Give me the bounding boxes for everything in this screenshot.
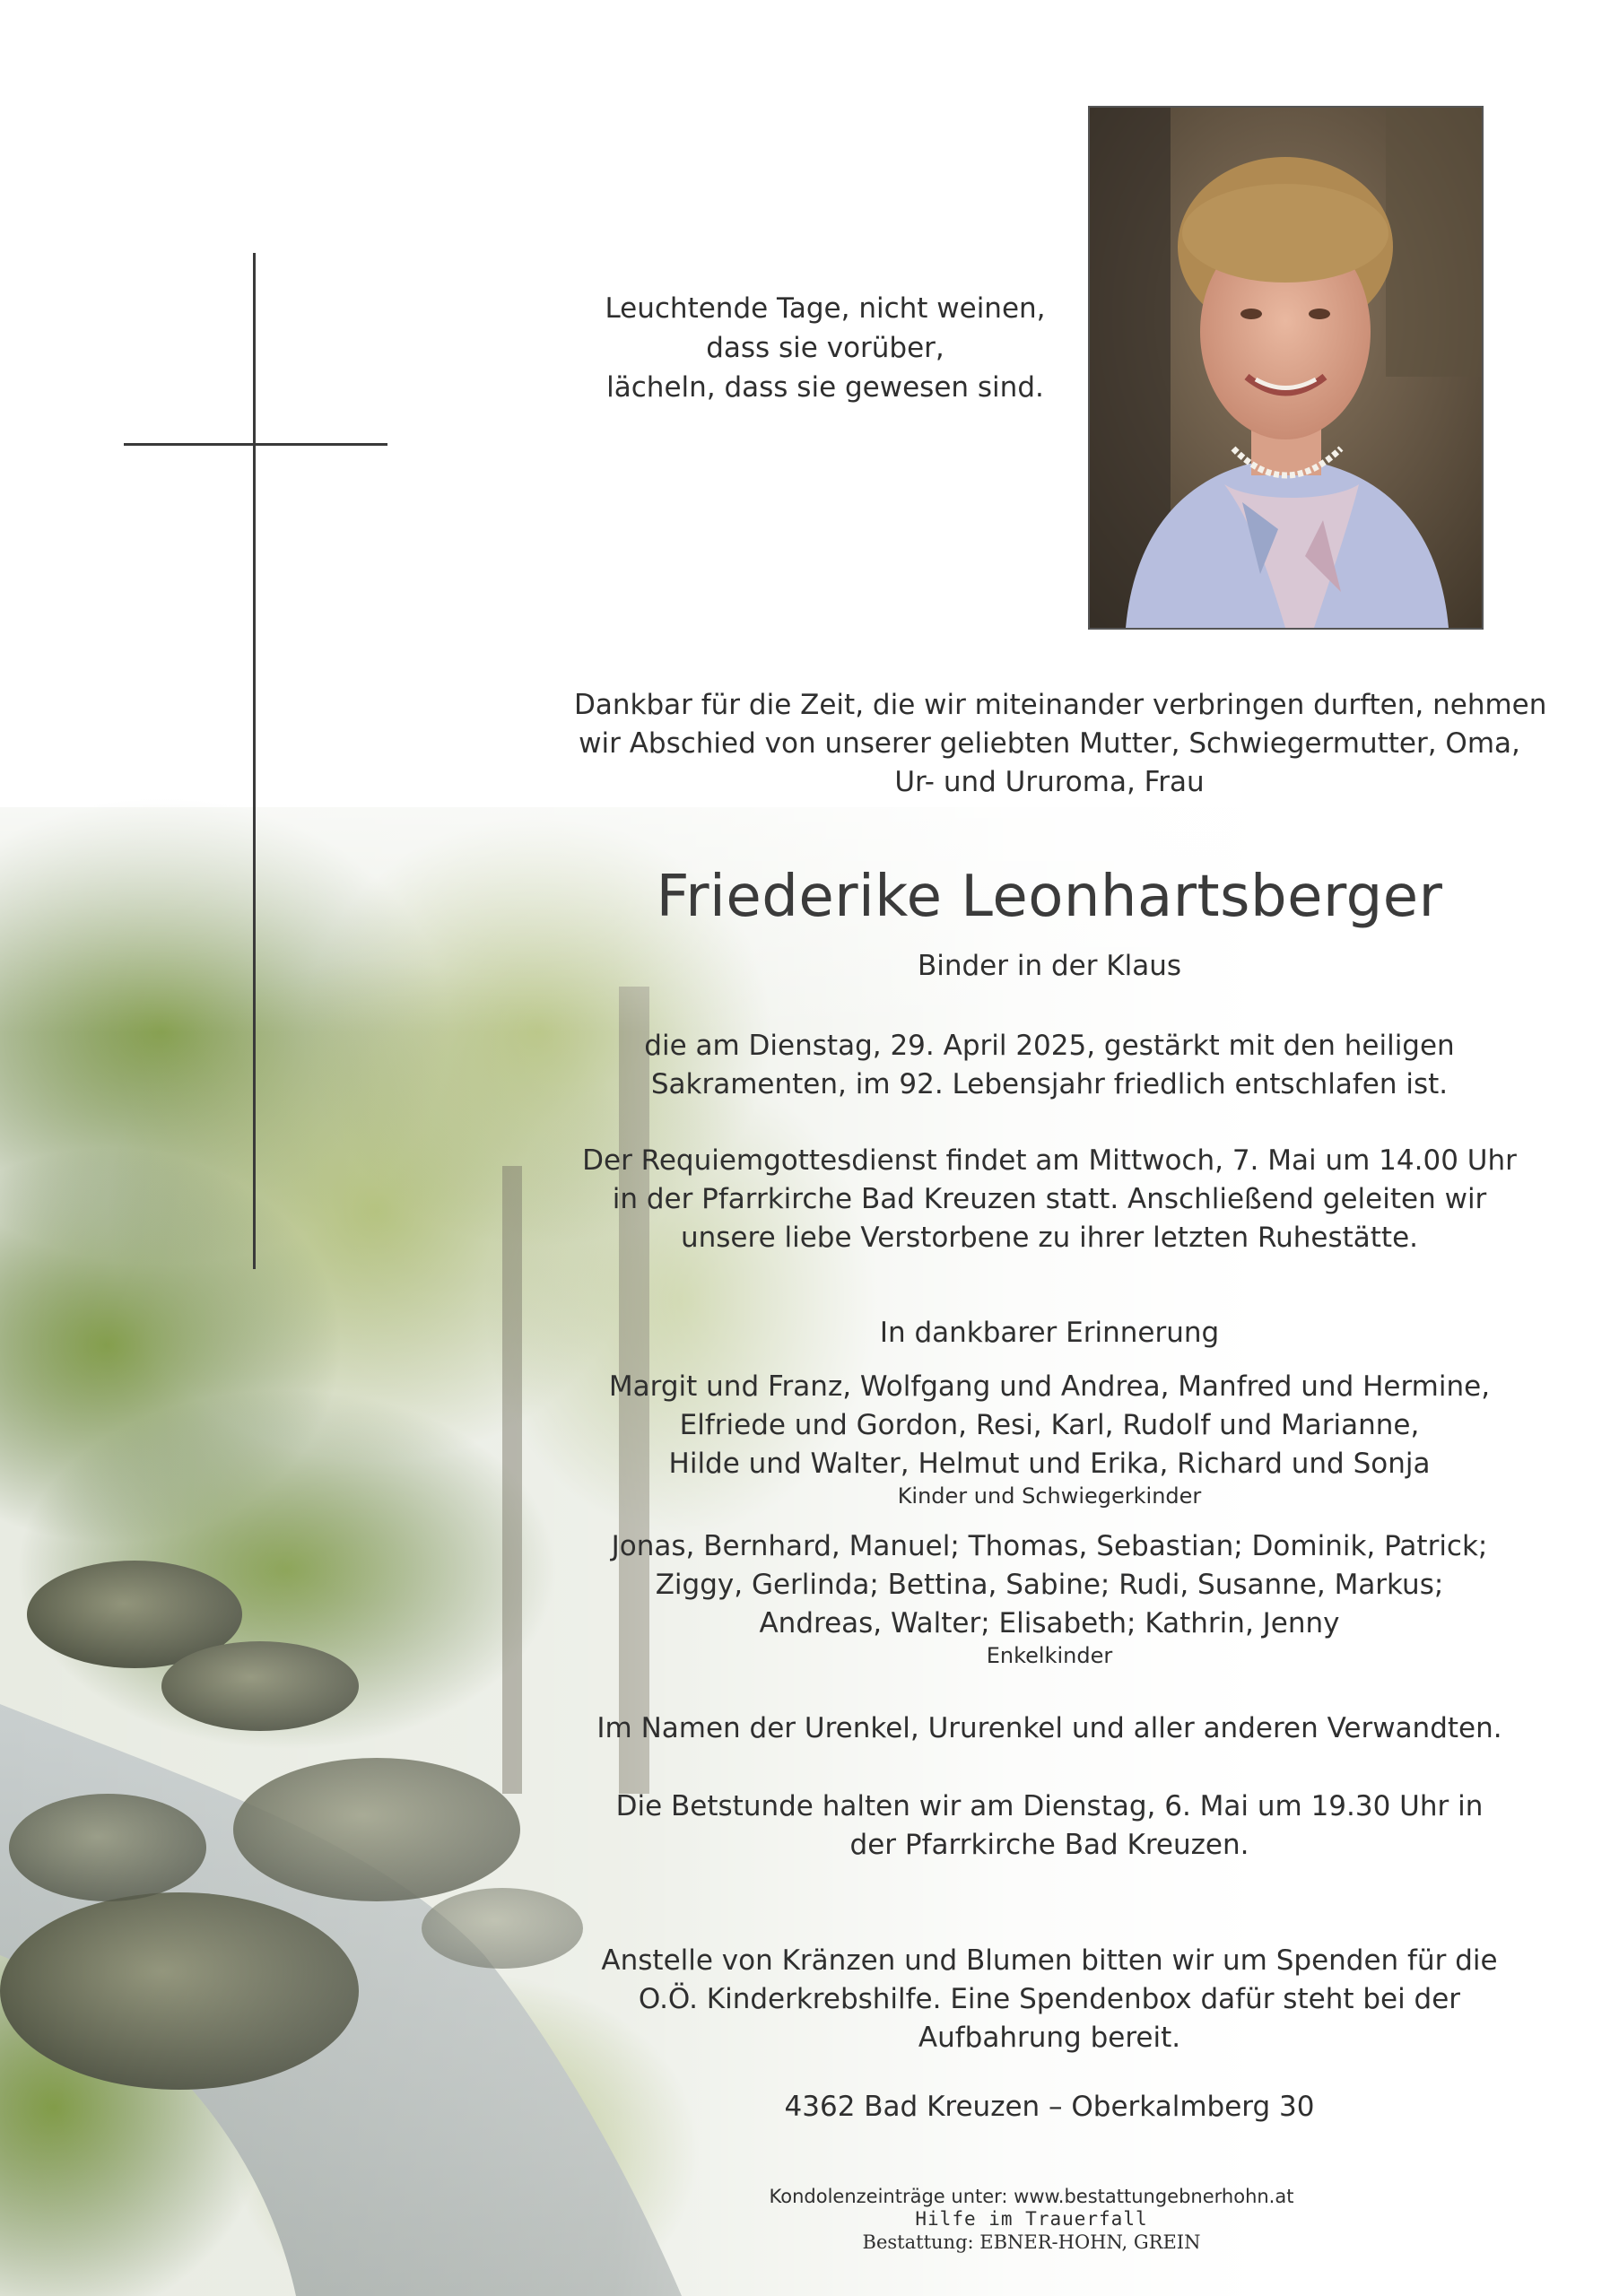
motto-line: lächeln, dass sie gewesen sind. <box>606 371 1044 404</box>
death-notice <box>574 1027 1525 1104</box>
grandchildren-label: Enkelkinder <box>986 1643 1113 1668</box>
family-address: 4362 Bad Kreuzen – Oberkalmberg 30 <box>784 2091 1315 2123</box>
children-list <box>574 1368 1525 1483</box>
help-line: Hilfe im Trauerfall <box>915 2208 1148 2230</box>
cross-icon-beam <box>124 443 387 446</box>
prayer-line: der Pfarrkirche Bad Kreuzen. <box>849 1829 1249 1861</box>
prayer-notice <box>574 1787 1525 1865</box>
intro-line: wir Abschied von unserer geliebten Mutter, Schwiegermutter, Oma, <box>579 727 1520 760</box>
donation-request <box>574 1942 1525 2057</box>
intro-text <box>574 686 1547 802</box>
memory-heading: In dankbarer Erinnerung <box>879 1317 1220 1349</box>
cross-icon <box>253 253 256 1269</box>
children-line: Hilde und Walter, Helmut und Erika, Richard und Sonja <box>668 1448 1431 1480</box>
intro-line: Dankbar für die Zeit, die wir miteinander verbringen durften, nehmen <box>574 689 1547 721</box>
requiem-line: unsere liebe Verstorbene zu ihrer letzten Ruhestätte. <box>680 1222 1419 1254</box>
donation-line: Anstelle von Kränzen und Blumen bitten wir um Spenden für die <box>601 1944 1498 1977</box>
donation-line: O.Ö. Kinderkrebshilfe. Eine Spendenbox dafür steht bei der <box>638 1983 1461 2015</box>
donation-line: Aufbahrung bereit. <box>918 2022 1181 2054</box>
memorial-motto <box>574 289 1076 407</box>
requiem-notice <box>574 1142 1525 1257</box>
children-label: Kinder und Schwiegerkinder <box>897 1483 1202 1509</box>
deceased-name: Friederike Leonhartsberger <box>656 864 1443 930</box>
motto-line: Leuchtende Tage, nicht weinen, <box>605 292 1046 325</box>
motto-line: dass sie vorüber, <box>706 332 944 364</box>
death-line: Sakramenten, im 92. Lebensjahr friedlich entschlafen ist. <box>650 1068 1449 1100</box>
intro-line: Ur- und Ururoma, Frau <box>894 766 1205 798</box>
grandchildren-list <box>574 1527 1525 1643</box>
death-line: die am Dienstag, 29. April 2025, gestärkt mit den heiligen <box>644 1030 1455 1062</box>
requiem-line: in der Pfarrkirche Bad Kreuzen statt. Anschließend geleiten wir <box>612 1183 1487 1215</box>
undertaker-line: Bestattung: EBNER-HOHN, GREIN <box>862 2231 1201 2253</box>
relatives-note: Im Namen der Urenkel, Ururenkel und aller anderen Verwandten. <box>596 1712 1502 1744</box>
deceased-byname: Binder in der Klaus <box>917 950 1182 982</box>
condolence-line: Kondolenzeinträge unter: www.bestattungebnerhohn.at <box>769 2186 1294 2207</box>
portrait-photo <box>1088 106 1484 630</box>
prayer-line: Die Betstunde halten wir am Dienstag, 6. Mai um 19.30 Uhr in <box>615 1790 1484 1822</box>
grandchildren-line: Jonas, Bernhard, Manuel; Thomas, Sebastian; Dominik, Patrick; <box>611 1530 1488 1562</box>
grandchildren-line: Ziggy, Gerlinda; Bettina, Sabine; Rudi, Susanne, Markus; <box>655 1569 1444 1601</box>
requiem-line: Der Requiemgottesdienst findet am Mittwoch, 7. Mai um 14.00 Uhr <box>582 1144 1517 1177</box>
children-line: Margit und Franz, Wolfgang und Andrea, Manfred und Hermine, <box>608 1370 1491 1403</box>
grandchildren-line: Andreas, Walter; Elisabeth; Kathrin, Jenny <box>759 1607 1340 1639</box>
children-line: Elfriede und Gordon, Resi, Karl, Rudolf und Marianne, <box>679 1409 1420 1441</box>
